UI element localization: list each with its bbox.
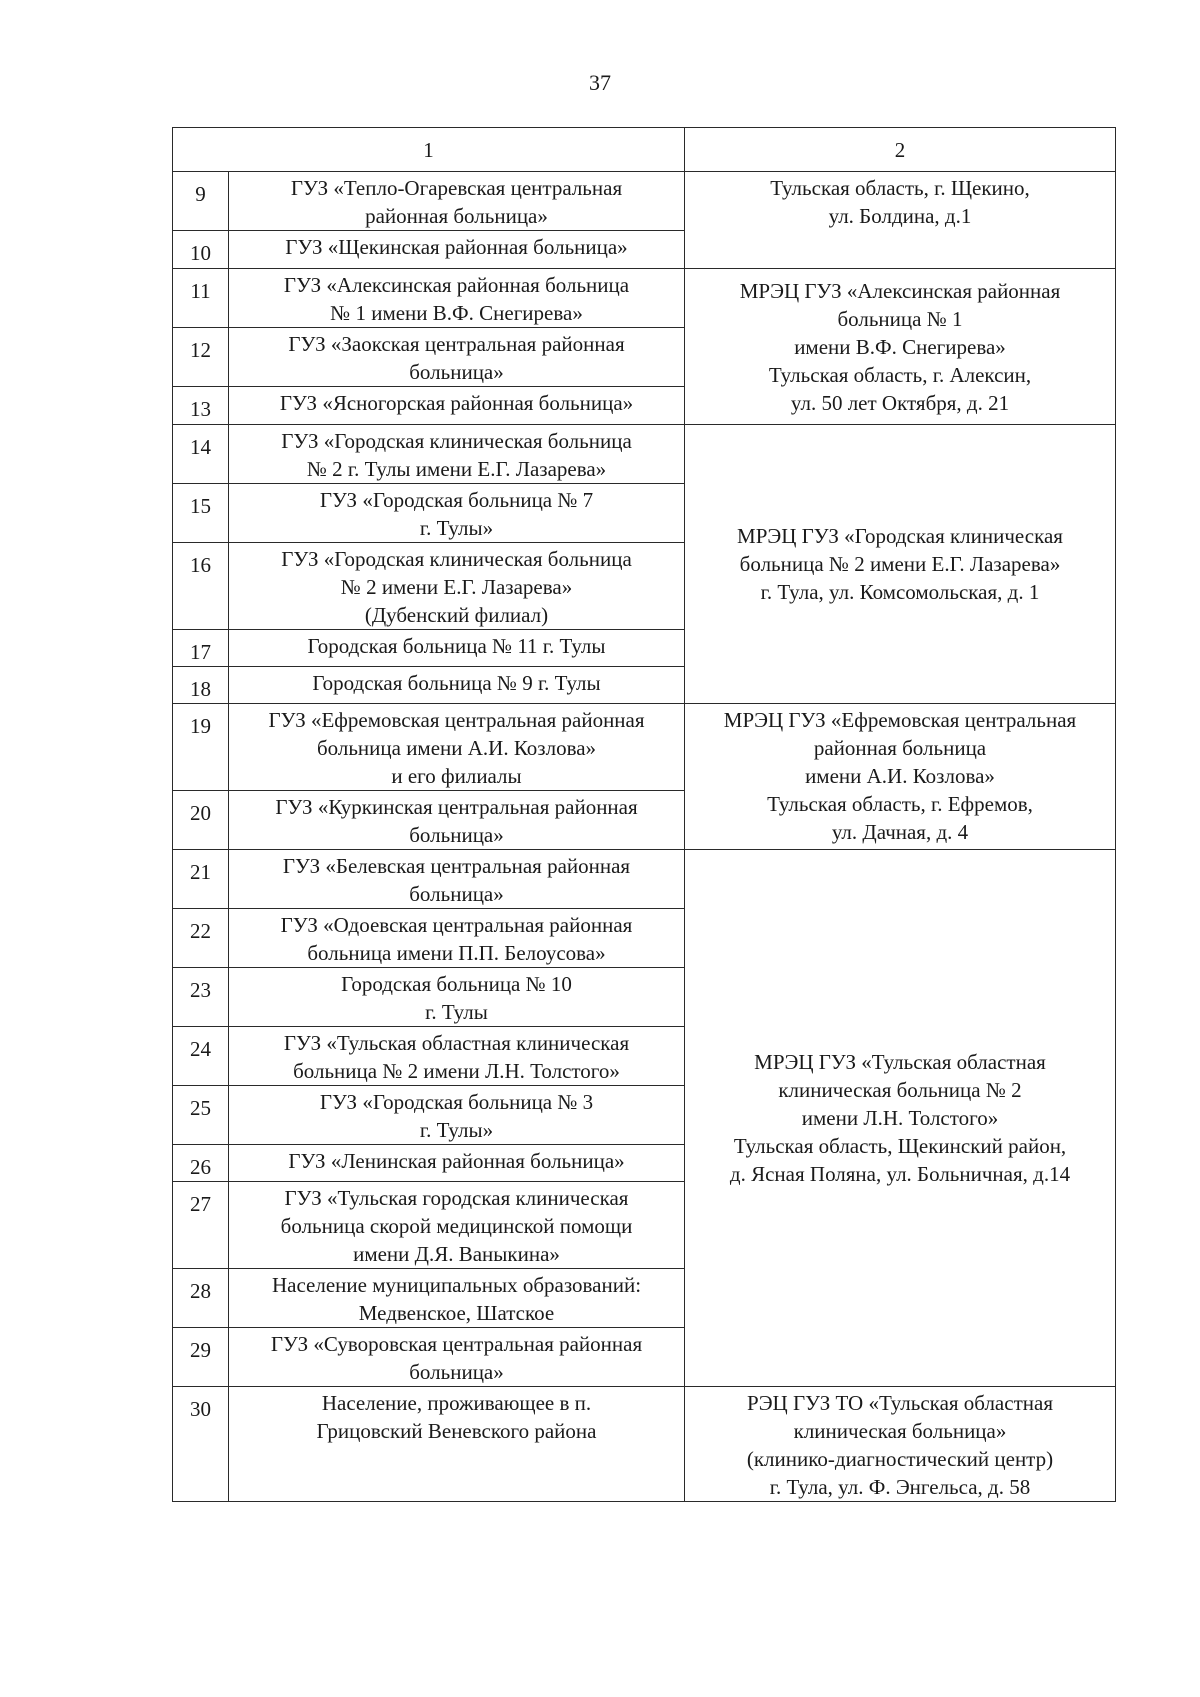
table-row: [173, 1387, 1116, 1502]
center-line: больница № 1: [837, 306, 963, 331]
hospital-line: г. Тулы: [425, 1000, 488, 1024]
hospital-cell: [229, 1387, 685, 1502]
hospital-line: ГУЗ «Городская больница № 7: [319, 488, 594, 512]
center-line: Тульская область, Щекинский район,: [733, 1134, 1067, 1158]
center-line: Тульская область, г. Щекино,: [770, 176, 1030, 200]
hospital-line: больница»: [409, 882, 504, 906]
center-line: ул. Болдина, д.1: [828, 204, 972, 228]
hospital-line: Население муниципальных образований:: [271, 1273, 642, 1297]
table-row: [173, 850, 1116, 909]
hospital-cell: [229, 387, 685, 425]
hospital-cell: [229, 1182, 685, 1269]
center-line: Тульская область, г. Алексин,: [768, 362, 1032, 387]
hospital-line: ГУЗ «Ленинская районная больница»: [288, 1149, 625, 1173]
row-number: 13: [173, 387, 229, 425]
row-number: 25: [173, 1086, 229, 1145]
row-number: 9: [173, 172, 229, 231]
column-header-2: 2: [685, 128, 1116, 172]
table-row: [173, 704, 1116, 791]
hospital-cell: [229, 484, 685, 543]
row-number: 29: [173, 1328, 229, 1387]
hospital-cell: [229, 909, 685, 968]
hospital-cell: [229, 425, 685, 484]
center-line: районная больница: [813, 736, 987, 760]
header-row: [173, 128, 1116, 172]
hospital-cell: [229, 543, 685, 630]
center-line: д. Ясная Поляна, ул. Больничная, д.14: [729, 1162, 1071, 1186]
row-number: 30: [173, 1387, 229, 1502]
center-line: Тульская область, г. Ефремов,: [767, 792, 1033, 816]
hospital-cell: [229, 231, 685, 269]
hospital-cell: [229, 968, 685, 1027]
hospital-line: ГУЗ «Белевская центральная районная: [282, 854, 631, 878]
hospital-line: Медвенское, Шатское: [358, 1301, 555, 1325]
hospital-line: № 2 имени Е.Г. Лазарева»: [340, 575, 573, 599]
hospital-line: ГУЗ «Суворовская центральная районная: [270, 1332, 643, 1356]
hospital-line: Грицовский Веневского района: [316, 1419, 597, 1443]
hospital-line: Городская больница № 10: [341, 972, 572, 996]
row-number: 24: [173, 1027, 229, 1086]
hospital-cell: [229, 1086, 685, 1145]
hospital-cell: [229, 269, 685, 328]
hospital-line: № 1 имени В.Ф. Снегирева»: [330, 301, 583, 325]
center-line: ул. Дачная, д. 4: [831, 820, 969, 844]
hospital-line: г. Тулы»: [419, 1118, 494, 1142]
center-cell: [685, 850, 1116, 1387]
center-line: клиническая больница»: [793, 1419, 1007, 1443]
hospital-cell: [229, 328, 685, 387]
hospital-line: больница № 2 имени Л.Н. Толстого»: [293, 1059, 620, 1083]
hospital-line: Городская больница № 9 г. Тулы: [312, 671, 601, 695]
hospital-line: районная больница»: [365, 204, 548, 228]
center-line: РЭЦ ГУЗ ТО «Тульская областная: [747, 1391, 1053, 1415]
center-cell: [685, 1387, 1116, 1502]
hospital-cell: [229, 791, 685, 850]
row-number: 10: [173, 231, 229, 269]
row-number: 22: [173, 909, 229, 968]
row-number: 16: [173, 543, 229, 630]
center-cell: [685, 269, 1116, 425]
hospital-line: ГУЗ «Городская больница № 3: [319, 1090, 594, 1114]
row-number: 14: [173, 425, 229, 484]
hospital-line: ГУЗ «Ефремовская центральная районная: [268, 708, 645, 732]
hospital-line: ГУЗ «Куркинская центральная районная: [275, 795, 638, 819]
hospital-cell: [229, 1328, 685, 1387]
row-number: 18: [173, 667, 229, 704]
hospital-line: Население, проживающее в п.: [321, 1391, 592, 1415]
hospital-line: ГУЗ «Городская клиническая больница: [281, 429, 632, 453]
allocation-table: [172, 127, 1116, 1502]
center-line: МРЭЦ ГУЗ «Ефремовская центральная: [723, 708, 1077, 732]
hospital-line: ГУЗ «Ясногорская районная больница»: [279, 391, 634, 415]
hospital-cell: [229, 704, 685, 791]
table-row: [173, 425, 1116, 484]
hospital-line: ГУЗ «Заокская центральная районная: [288, 332, 625, 356]
hospital-cell: [229, 630, 685, 667]
hospital-line: больница имени А.И. Козлова»: [316, 736, 597, 760]
hospital-line: ГУЗ «Тепло-Огаревская центральная: [290, 176, 623, 200]
hospital-cell: [229, 1145, 685, 1182]
hospital-cell: [229, 1027, 685, 1086]
row-number: 27: [173, 1182, 229, 1269]
column-header-1: 1: [173, 128, 685, 172]
table-row: [173, 172, 1116, 231]
row-number: 12: [173, 328, 229, 387]
center-line: МРЭЦ ГУЗ «Тульская областная: [754, 1050, 1046, 1074]
center-line: г. Тула, ул. Ф. Энгельса, д. 58: [769, 1475, 1031, 1499]
hospital-line: больница скорой медицинской помощи: [280, 1214, 633, 1238]
row-number: 21: [173, 850, 229, 909]
row-number: 20: [173, 791, 229, 850]
center-cell: [685, 425, 1116, 704]
center-line: клиническая больница № 2: [778, 1078, 1022, 1102]
center-line: имени В.Ф. Снегирева»: [794, 334, 1006, 359]
hospital-line: Городская больница № 11 г. Тулы: [307, 634, 606, 658]
hospital-line: г. Тулы»: [419, 516, 494, 540]
hospital-line: ГУЗ «Алексинская районная больница: [283, 273, 630, 297]
hospital-line: и его филиалы: [391, 764, 522, 788]
hospital-line: ГУЗ «Одоевская центральная районная: [280, 913, 633, 937]
hospital-line: ГУЗ «Тульская городская клиническая: [284, 1186, 629, 1210]
table-row: [173, 269, 1116, 328]
center-cell: [685, 704, 1116, 850]
row-number: 11: [173, 269, 229, 328]
hospital-line: (Дубенский филиал): [364, 603, 549, 627]
hospital-line: № 2 г. Тулы имени Е.Г. Лазарева»: [306, 457, 607, 481]
center-line: МРЭЦ ГУЗ «Алексинская районная: [739, 278, 1061, 303]
row-number: 15: [173, 484, 229, 543]
hospital-line: имени Д.Я. Ваныкина»: [353, 1242, 560, 1266]
hospital-cell: [229, 1269, 685, 1328]
row-number: 17: [173, 630, 229, 667]
hospital-line: больница»: [409, 823, 504, 847]
hospital-line: больница имени П.П. Белоусова»: [307, 941, 606, 965]
row-number: 26: [173, 1145, 229, 1182]
row-number: 28: [173, 1269, 229, 1328]
hospital-cell: [229, 667, 685, 704]
hospital-line: ГУЗ «Щекинская районная больница»: [285, 235, 628, 259]
hospital-cell: [229, 172, 685, 231]
center-line: ул. 50 лет Октября, д. 21: [790, 390, 1010, 415]
page-number: 37: [589, 70, 611, 95]
center-line: МРЭЦ ГУЗ «Городская клиническая: [737, 524, 1063, 548]
center-line: больница № 2 имени Е.Г. Лазарева»: [739, 552, 1061, 576]
center-line: имени Л.Н. Толстого»: [801, 1106, 999, 1130]
hospital-line: ГУЗ «Тульская областная клиническая: [283, 1031, 630, 1055]
row-number: 23: [173, 968, 229, 1027]
center-line: г. Тула, ул. Комсомольская, д. 1: [760, 580, 1040, 604]
row-number: 19: [173, 704, 229, 791]
hospital-line: ГУЗ «Городская клиническая больница: [281, 547, 632, 571]
hospital-line: больница»: [409, 1360, 504, 1384]
center-line: имени А.И. Козлова»: [805, 764, 995, 788]
center-cell: [685, 172, 1116, 269]
hospital-cell: [229, 850, 685, 909]
center-line: (клинико-диагностический центр): [746, 1447, 1054, 1471]
hospital-line: больница»: [409, 360, 504, 384]
